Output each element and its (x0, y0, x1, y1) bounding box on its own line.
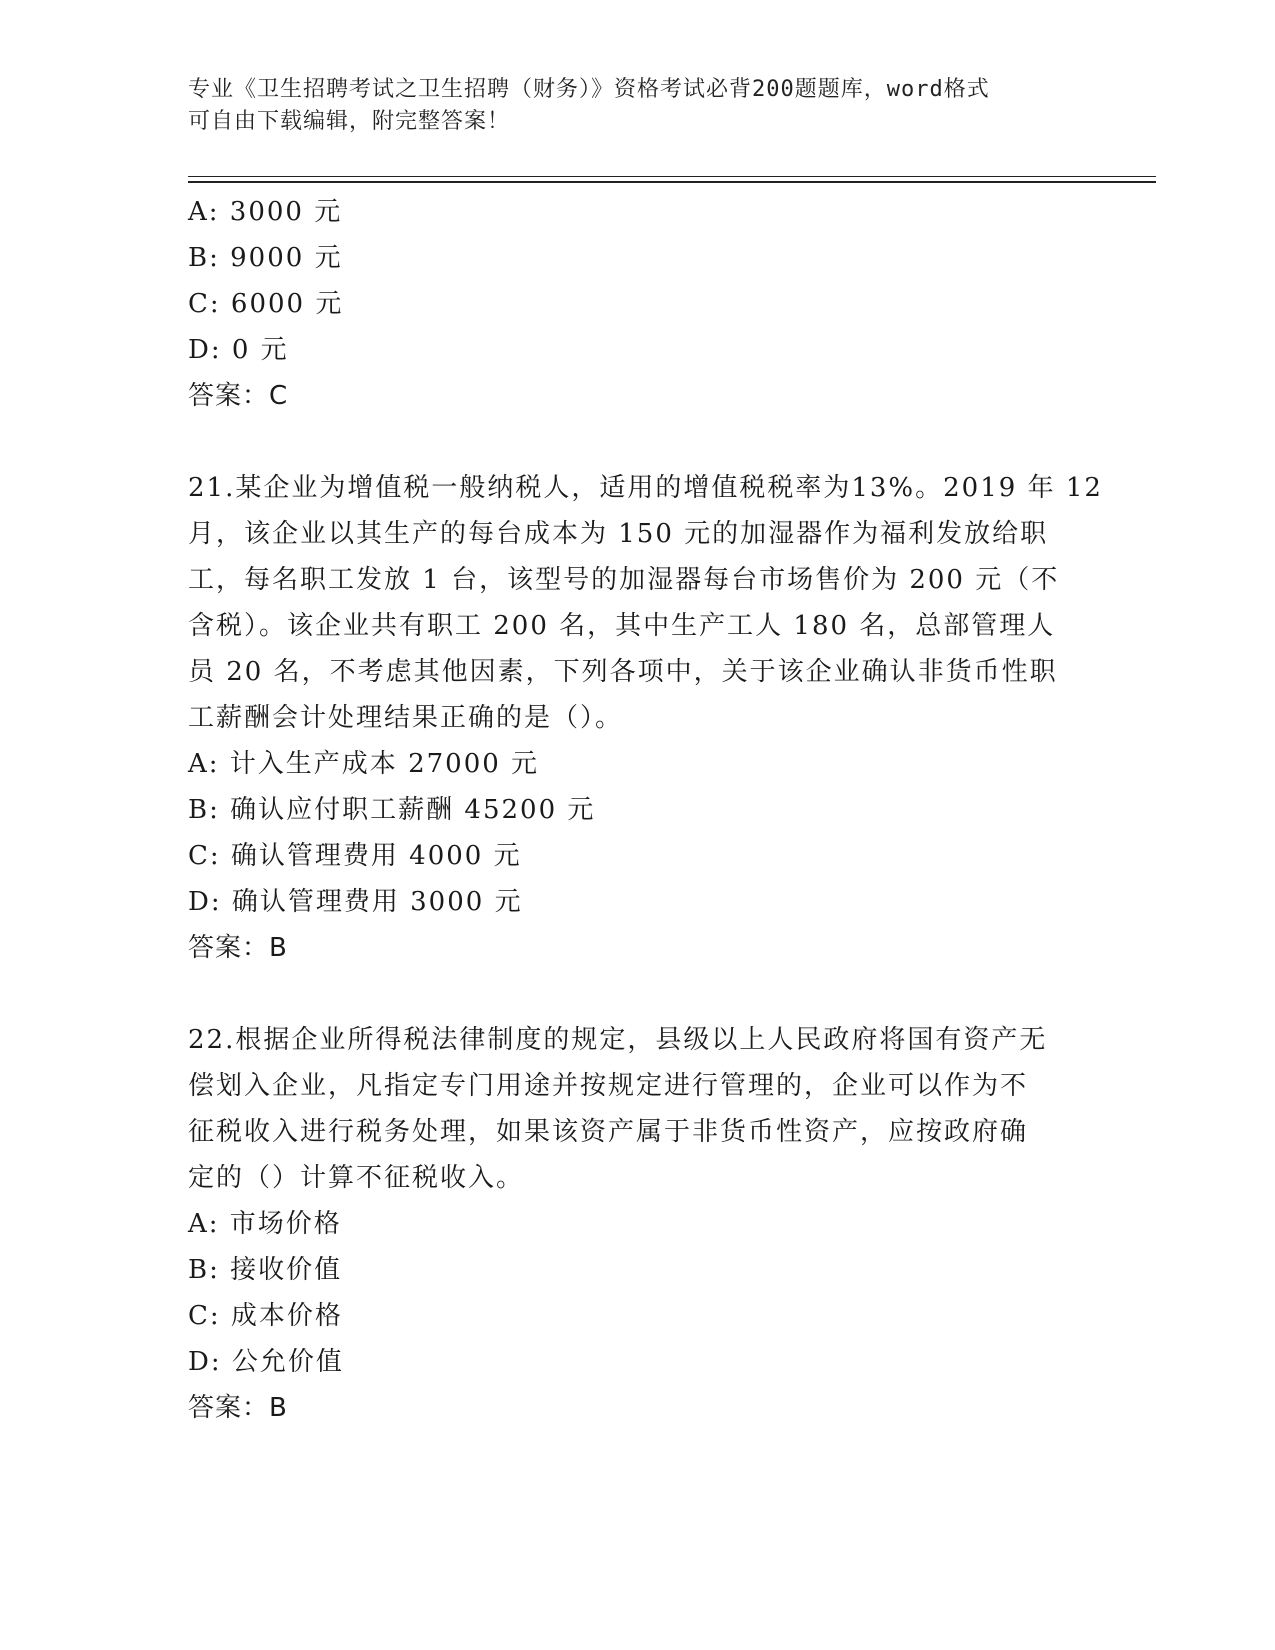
option-d: D: 确认管理费用 3000 元 (188, 887, 523, 917)
option-c: C: 确认管理费用 4000 元 (188, 841, 522, 871)
answer-line: 答案：B (188, 1393, 288, 1423)
question-21-block (188, 465, 1103, 971)
header-line-2: 可自由下载编辑，附完整答案！ (188, 109, 511, 134)
question-text-line: 含税）。该企业共有职工 200 名，其中生产工人 180 名，总部管理人 (188, 611, 1056, 641)
header-rule-thick (188, 181, 1156, 183)
question-text-line: 21.某企业为增值税一般纳税人，适用的增值税税率为13%。2019 年 12 (188, 473, 1103, 503)
question-text-line: 22.根据企业所得税法律制度的规定，县级以上人民政府将国有资产无 (188, 1025, 1048, 1055)
option-a: A: 计入生产成本 27000 元 (188, 749, 540, 779)
header-rule-thin (188, 176, 1156, 177)
option-b: B: 9000 元 (188, 243, 343, 273)
header-line-1: 专业《卫生招聘考试之卫生招聘（财务）》资格考试必背200题题库，word格式 (188, 77, 990, 102)
question-text-line: 员 20 名，不考虑其他因素，下列各项中，关于该企业确认非货币性职 (188, 657, 1058, 687)
question-text-line: 月，该企业以其生产的每台成本为 150 元的加湿器作为福利发放给职 (188, 519, 1049, 549)
option-d: D: 公允价值 (188, 1347, 344, 1377)
question-text-line: 工薪酬会计处理结果正确的是（）。 (188, 703, 624, 733)
document-body (188, 189, 1103, 1431)
option-c: C: 成本价格 (188, 1301, 343, 1331)
answer-line: 答案：B (188, 933, 288, 963)
spacer (188, 971, 1088, 1017)
question-text-line: 征税收入进行税务处理，如果该资产属于非货币性资产，应按政府确 (188, 1117, 1029, 1147)
option-c: C: 6000 元 (188, 289, 344, 319)
question-text-line: 工，每名职工发放 1 台，该型号的加湿器每台市场售价为 200 元（不 (188, 565, 1060, 595)
prev-question-block (188, 189, 1088, 419)
document-header (188, 74, 1088, 138)
option-b: B: 接收价值 (188, 1255, 343, 1285)
option-d: D: 0 元 (188, 335, 289, 365)
option-a: A: 3000 元 (188, 197, 343, 227)
option-a: A: 市场价格 (188, 1209, 342, 1239)
option-b: B: 确认应付职工薪酬 45200 元 (188, 795, 596, 825)
answer-line: 答案：C (188, 381, 289, 411)
question-22-block (188, 1017, 1088, 1431)
question-text-line: 偿划入企业，凡指定专门用途并按规定进行管理的，企业可以作为不 (188, 1071, 1029, 1101)
spacer (188, 419, 1088, 465)
question-text-line: 定的（）计算不征税收入。 (188, 1163, 525, 1193)
